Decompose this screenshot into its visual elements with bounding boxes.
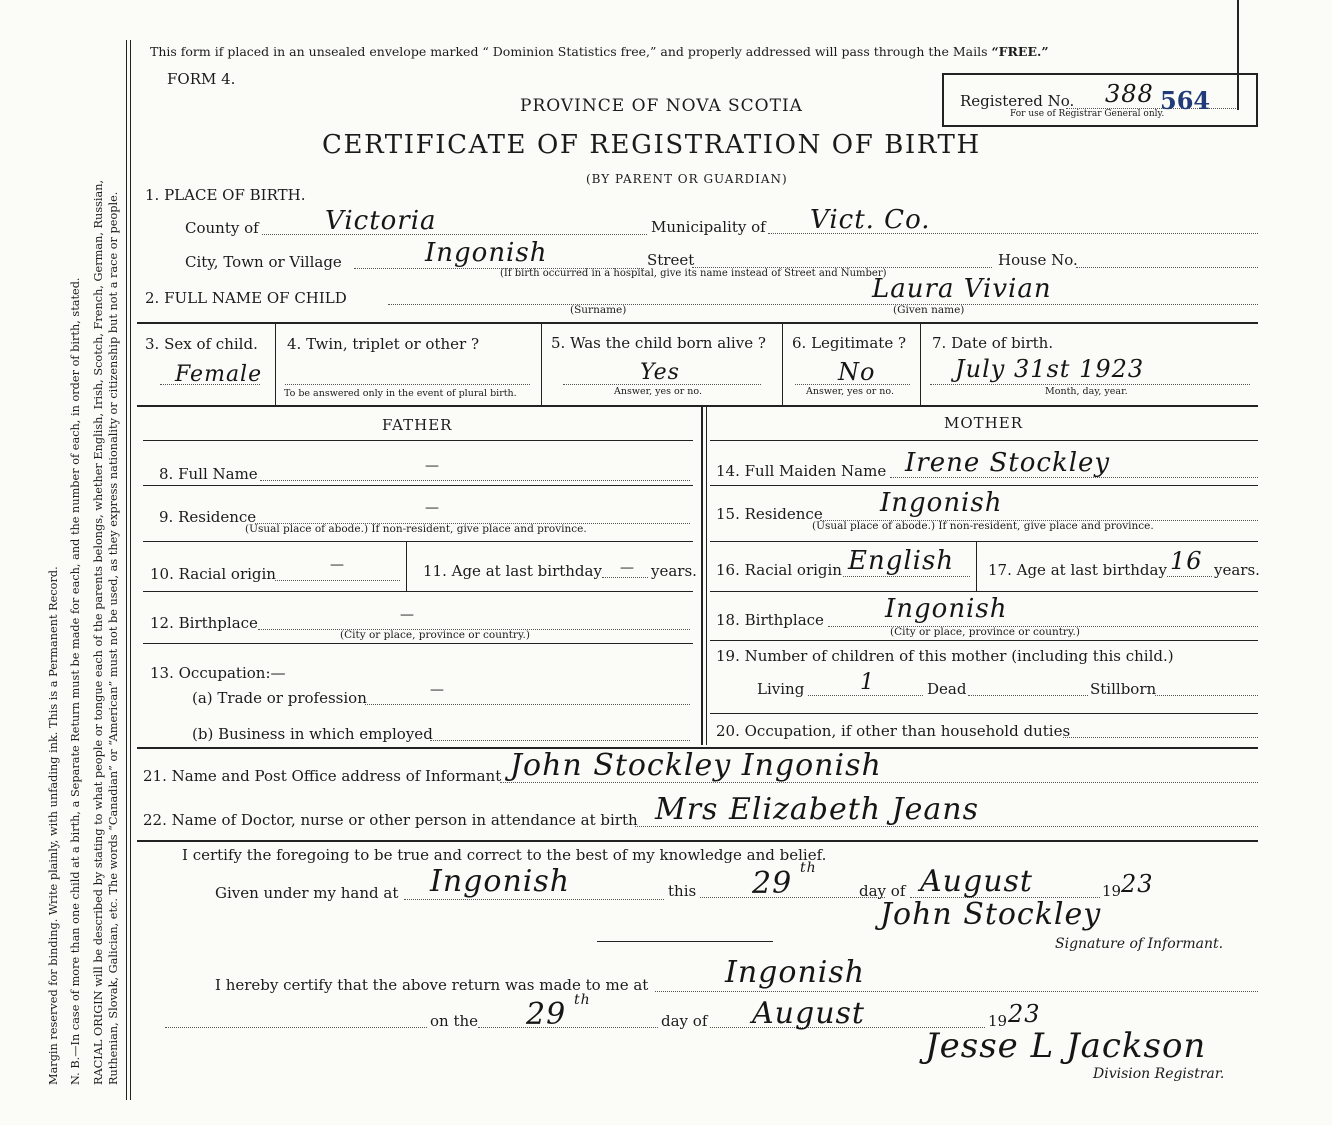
- margin-rule: [126, 40, 127, 1100]
- house-label: House No.: [998, 251, 1078, 269]
- mother-row14-rule: [710, 485, 1258, 486]
- sex-value: Female: [175, 362, 263, 387]
- given-day-value: 29: [752, 866, 793, 901]
- registered-number-handwritten: 388: [1105, 80, 1154, 108]
- twin-label: 4. Twin, triplet or other ?: [287, 335, 479, 353]
- father-trade-label: (a) Trade or profession: [192, 689, 367, 707]
- mother-stillborn-line: [1155, 695, 1258, 696]
- father-row8-rule: [143, 485, 693, 486]
- father-race-line: [275, 580, 400, 581]
- registrar-certify-text: I hereby certify that the above return was made to me at: [215, 976, 649, 994]
- father-race-label: 10. Racial origin: [150, 565, 276, 583]
- county-line: [262, 234, 647, 235]
- legitimate-label: 6. Legitimate ?: [792, 334, 907, 352]
- margin-note-racial-origin-2: Ruthenian, Slovak, Galician, etc. The words “Canadian” or “American” must not be used, as they express nationality or citizenship but not a race or people.: [107, 191, 120, 1085]
- surname-note: (Surname): [570, 304, 627, 316]
- father-age-value: —: [620, 560, 634, 576]
- father-name-line: [260, 480, 690, 481]
- given-under-hand-label: Given under my hand at: [215, 884, 399, 902]
- mother-row19-rule: [710, 713, 1258, 714]
- row3-divider-2: [541, 322, 542, 405]
- dob-label: 7. Date of birth.: [932, 334, 1054, 352]
- father-birthplace-label: 12. Birthplace: [150, 614, 258, 632]
- row3-divider-1: [275, 322, 276, 405]
- street-note: (If birth occurred in a hospital, give its name instead of Street and Number): [500, 268, 887, 279]
- margin-note-binding: Margin reserved for binding. Write plainly, with unfading ink. This is a Permanent Record.: [47, 566, 60, 1085]
- father-race-value: —: [330, 557, 344, 573]
- father-heading-rule: [143, 440, 693, 441]
- father-residence-label: 9. Residence: [159, 508, 257, 526]
- registrar-month-value: August: [752, 996, 865, 1031]
- dob-line: [930, 384, 1250, 385]
- given-place-value: Ingonish: [430, 864, 571, 899]
- father-years-label: years.: [651, 562, 697, 580]
- place-of-birth-heading: 1. PLACE OF BIRTH.: [145, 186, 306, 204]
- father-row12-rule: [143, 643, 693, 644]
- doctor-bottom-rule: [137, 840, 1258, 842]
- mother-race-line: [843, 576, 970, 577]
- registrar-signature: Jesse L Jackson: [925, 1026, 1207, 1066]
- father-trade-value: —: [430, 682, 444, 698]
- margin-note-racial-origin-1: RACIAL ORIGIN will be described by stating to what people or tongue each of the parents belongs, whether English, Irish, Scotch, French, German, Russian,: [92, 179, 105, 1085]
- registrar-leading-line: [165, 1027, 427, 1028]
- father-age-label: 11. Age at last birthday: [423, 562, 602, 580]
- doctor-label: 22. Name of Doctor, nurse or other person in attendance at birth: [143, 811, 638, 829]
- sex-label: 3. Sex of child.: [145, 335, 258, 353]
- mother-birthplace-label: 18. Birthplace: [716, 611, 824, 629]
- mother-occupation-label: 20. Occupation, if other than household duties: [716, 722, 1071, 740]
- father-residence-note: (Usual place of abode.) If non-resident, give place and province.: [245, 523, 587, 535]
- mail-notice: [150, 44, 1049, 59]
- twin-line: [285, 384, 530, 385]
- legitimate-value: No: [838, 358, 876, 386]
- row3-divider-4: [920, 322, 921, 405]
- father-trade-line: [365, 704, 690, 705]
- mother-years-label: years.: [1214, 561, 1260, 579]
- alive-note: Answer, yes or no.: [614, 386, 703, 397]
- father-residence-value: —: [425, 500, 439, 516]
- province-title: PROVINCE OF NOVA SCOTIA: [520, 96, 803, 116]
- mother-living-value: 1: [860, 670, 875, 695]
- father-occupation-label: 13. Occupation:—: [150, 664, 286, 682]
- county-label: County of: [185, 219, 259, 237]
- this-day-line: [700, 897, 885, 898]
- given-year-value: 23: [1121, 870, 1154, 898]
- city-value: Ingonish: [425, 238, 548, 268]
- given-day-suffix: th: [800, 860, 817, 876]
- municipality-label: Municipality of: [651, 218, 766, 236]
- mother-name-label: 14. Full Maiden Name: [716, 462, 887, 480]
- mail-notice-free: “FREE.”: [991, 44, 1049, 59]
- mother-stillborn-label: Stillborn: [1090, 680, 1157, 698]
- certificate-subtitle: (BY PARENT OR GUARDIAN): [586, 172, 788, 186]
- municipality-value: Vict. Co.: [810, 205, 931, 235]
- mother-dead-label: Dead: [927, 680, 967, 698]
- registrar-year-value: 23: [1008, 1000, 1041, 1028]
- row3-divider-3: [782, 322, 783, 405]
- registrar-day-of-label: day of: [661, 1012, 708, 1030]
- registrar-day-suffix: th: [574, 992, 591, 1008]
- registrar-place-line: [655, 991, 1258, 992]
- mother-living-label: Living: [757, 680, 805, 698]
- informant-signature: John Stockley: [880, 897, 1102, 932]
- mother-birthplace-note: (City or place, province or country.): [890, 626, 1080, 638]
- father-business-label: (b) Business in which employed: [192, 725, 433, 743]
- given-year-prefix: 19: [1102, 882, 1122, 900]
- mother-residence-note: (Usual place of abode.) If non-resident, give place and province.: [812, 520, 1154, 532]
- mother-race-label: 16. Racial origin: [716, 561, 842, 579]
- registrar-year-prefix: 19: [988, 1012, 1008, 1030]
- mother-row15-rule: [710, 541, 1258, 542]
- mother-age-label: 17. Age at last birthday: [988, 561, 1167, 579]
- father-row9-rule: [143, 541, 693, 542]
- mother-dead-line: [968, 695, 1088, 696]
- father-name-value: —: [425, 458, 439, 474]
- mother-row16-rule: [710, 591, 1258, 592]
- given-month-value: August: [920, 864, 1033, 899]
- dob-value: July 31st 1923: [955, 355, 1145, 383]
- mother-children-label: 19. Number of children of this mother (including this child.): [716, 647, 1174, 665]
- this-label: this: [668, 882, 697, 900]
- father-row10-rule: [143, 591, 693, 592]
- mother-age-value: 16: [1170, 547, 1203, 575]
- father-heading: FATHER: [382, 416, 453, 434]
- legitimate-note: Answer, yes or no.: [806, 386, 895, 397]
- informant-value: John Stockley Ingonish: [510, 748, 882, 783]
- mother-residence-label: 15. Residence: [716, 505, 823, 523]
- registrar-only-note: For use of Registrar General only.: [1010, 109, 1165, 119]
- house-line: [1076, 267, 1258, 268]
- registrar-day-line: [478, 1027, 658, 1028]
- dob-note: Month, day, year.: [1045, 386, 1128, 397]
- mother-race-age-divider: [976, 541, 977, 591]
- certify-text: I certify the foregoing to be true and correct to the best of my knowledge and belief.: [182, 846, 827, 864]
- given-day-of-label: day of: [859, 882, 906, 900]
- child-name-value: Laura Vivian: [872, 274, 1052, 304]
- informant-label: 21. Name and Post Office address of Informant: [143, 767, 502, 785]
- doctor-value: Mrs Elizabeth Jeans: [655, 792, 980, 827]
- registered-number-stamped: 564: [1160, 86, 1211, 115]
- mother-birthplace-value: Ingonish: [885, 594, 1008, 624]
- child-name-label: 2. FULL NAME OF CHILD: [145, 289, 347, 307]
- mother-heading-rule: [710, 440, 1258, 441]
- father-race-age-divider: [406, 541, 407, 591]
- registrar-on-the-label: on the: [430, 1012, 479, 1030]
- registrar-place-value: Ingonish: [725, 955, 866, 990]
- father-age-line: [602, 577, 648, 578]
- row3-top-rule: [137, 322, 1258, 324]
- mother-race-value: English: [848, 546, 955, 576]
- father-business-line: [430, 740, 690, 741]
- county-value: Victoria: [325, 206, 437, 236]
- given-place-line: [404, 899, 664, 900]
- father-name-label: 8. Full Name: [159, 465, 258, 483]
- twin-note: To be answered only in the event of plural birth.: [284, 388, 517, 399]
- registered-label: Registered No.: [960, 92, 1075, 110]
- city-label: City, Town or Village: [185, 253, 342, 271]
- registrar-day-value: 29: [526, 997, 567, 1032]
- registrar-signature-caption: Division Registrar.: [1093, 1066, 1225, 1082]
- mail-notice-text: This form if placed in an unsealed envelope marked “ Dominion Statistics free,” and properly addressed will pass through the Mails: [150, 44, 988, 59]
- alive-label: 5. Was the child born alive ?: [551, 334, 766, 352]
- mother-residence-value: Ingonish: [880, 488, 1003, 518]
- given-name-note: (Given name): [893, 304, 965, 316]
- mother-name-value: Irene Stockley: [905, 448, 1111, 478]
- alive-value: Yes: [640, 360, 680, 385]
- parents-divider-inner: [706, 405, 707, 745]
- mother-heading: MOTHER: [944, 414, 1023, 432]
- mother-living-line: [808, 695, 923, 696]
- parents-divider: [701, 405, 703, 745]
- father-birthplace-note: (City or place, province or country.): [340, 629, 530, 641]
- father-birthplace-value: —: [400, 607, 414, 623]
- child-name-line: [388, 304, 1258, 305]
- certificate-title: CERTIFICATE OF REGISTRATION OF BIRTH: [322, 130, 981, 160]
- mother-age-line: [1167, 576, 1212, 577]
- form-number: FORM 4.: [167, 70, 236, 88]
- margin-note-multiple-births: N. B.—In case of more than one child at a birth, a Separate Return must be made for each, and the number of each, in order of birth, stated.: [69, 277, 82, 1085]
- mother-row18-rule: [710, 640, 1258, 641]
- informant-sig-rule: [597, 941, 773, 942]
- margin-rule-inner: [130, 40, 131, 1100]
- street-label: Street: [647, 251, 695, 269]
- informant-signature-caption: Signature of Informant.: [1055, 936, 1224, 952]
- mother-occupation-line: [1063, 737, 1258, 738]
- row3-bottom-rule: [137, 405, 1258, 407]
